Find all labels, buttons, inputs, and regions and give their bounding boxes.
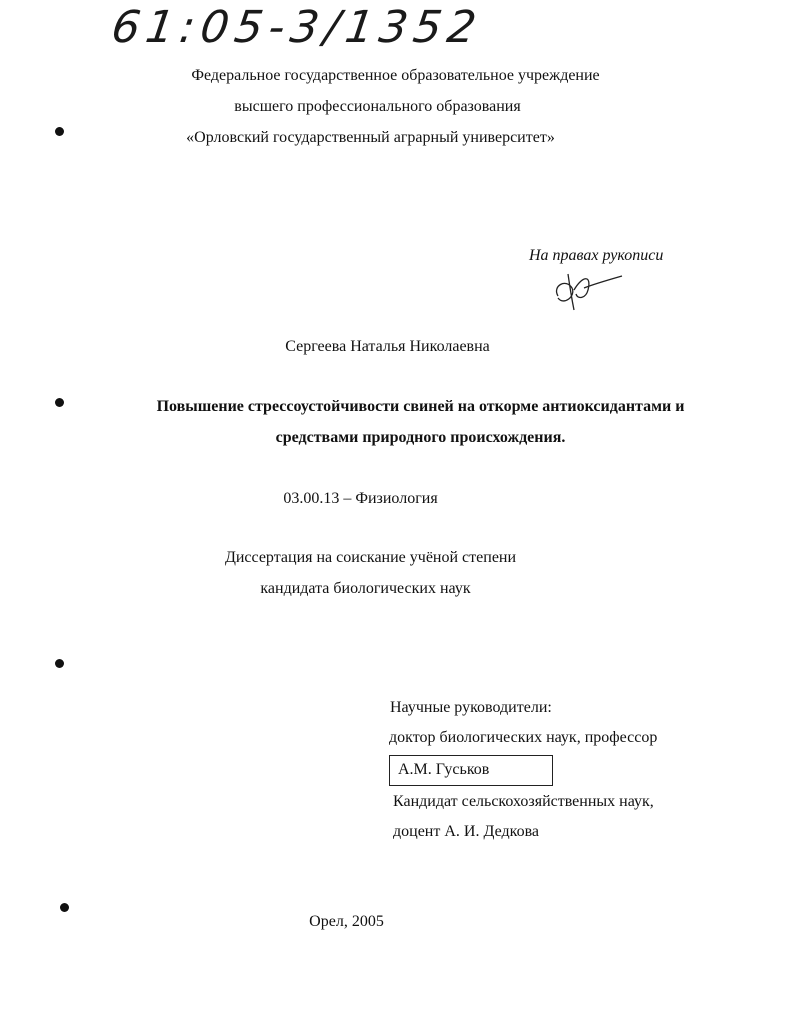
binder-hole-mark [60,903,69,912]
binder-hole-mark [55,127,64,136]
degree-line-1: Диссертация на соискание учёной степени [224,549,517,566]
institution-line-3: «Орловский государственный аграрный университет» [186,129,555,146]
binder-hole-mark [55,659,64,668]
city-year: Орел, 2005 [309,913,384,930]
specialty: 03.00.13 – Физиология [283,490,438,507]
supervisor-1-title: доктор биологических наук, профессор [389,729,658,746]
signature-image [548,266,628,316]
supervisor-2-title: Кандидат сельскохозяйственных наук, [393,793,654,810]
institution-line-2: высшего профессионального образования [234,98,521,115]
dissertation-title-line-2: средствами природного происхождения. [275,429,566,446]
archive-number: 61:05-3/1352 [108,2,486,53]
author-name: Сергеева Наталья Николаевна [285,338,490,355]
binder-hole-mark [55,398,64,407]
rights-note: На правах рукописи [529,247,664,264]
supervisor-2-name: доцент А. И. Дедкова [393,823,540,840]
institution-line-1: Федеральное государственное образовательное учреждение [191,67,600,84]
supervisors-heading: Научные руководители: [390,699,552,716]
supervisor-1-name: А.М. Гуськов [398,761,490,778]
dissertation-title-line-1: Повышение стрессоустойчивости свиней на откорме антиоксидантами и [156,398,685,415]
degree-line-2: кандидата биологических наук [260,580,471,597]
